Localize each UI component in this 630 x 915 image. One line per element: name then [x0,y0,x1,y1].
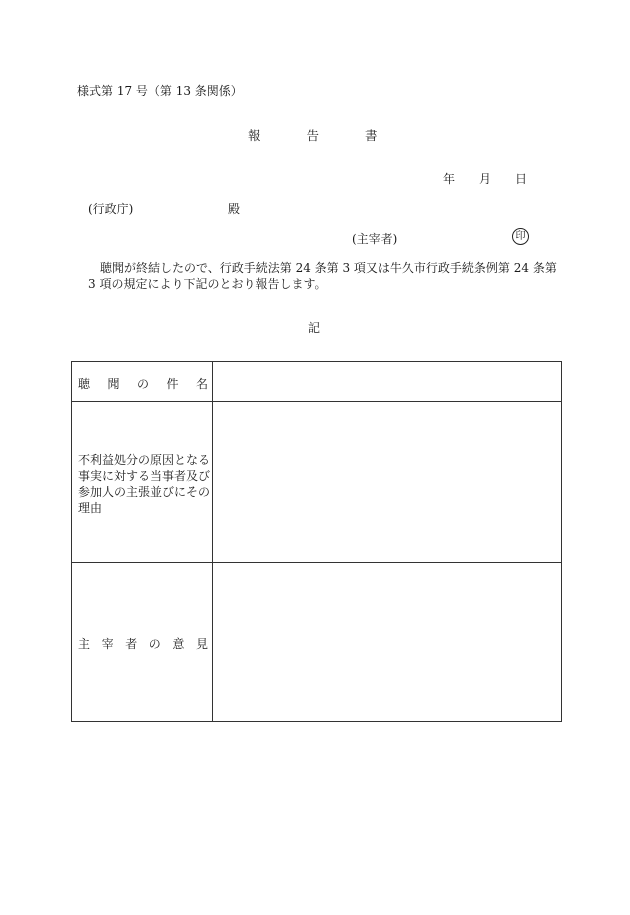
label-char: 聞 [107,377,120,391]
label-char: 宰 [101,637,114,651]
title-char: 報 [248,128,261,143]
title-char: 書 [365,128,378,143]
day-label: 日 [515,172,528,186]
label-line: 理由 [78,501,103,515]
seal-icon: 印 [512,228,529,245]
claims-value-cell[interactable] [213,402,561,562]
report-table [71,361,562,722]
form-number: 様式第 17 号（第 13 条関係） [77,84,243,98]
document-title [248,126,378,144]
label-char: 主 [78,637,91,651]
label-char: 見 [195,637,208,651]
opinion-value-cell[interactable] [213,563,561,721]
claims-label-cell [72,402,213,562]
label-char: 件 [166,377,179,391]
case-name-value-cell[interactable] [213,362,561,401]
claims-label [78,452,210,516]
year-label: 年 [443,172,456,186]
label-line: 参加人の主張並びにその [78,485,211,499]
table-row-claims [72,402,561,563]
opinion-label [78,635,208,652]
note-heading: 記 [308,321,321,335]
label-char: の [136,377,149,391]
title-char: 告 [306,128,320,143]
honorific-label: 殿 [228,202,241,216]
table-row-case-name [72,362,561,402]
label-char: 意 [172,637,185,651]
presider-label: (主宰者) [352,232,398,246]
case-name-label [78,375,208,392]
label-char: 聴 [78,377,91,391]
date-line [443,170,527,187]
label-char: の [148,637,161,651]
label-line: 不利益処分の原因となる [78,453,211,467]
label-char: 者 [125,637,138,651]
body-paragraph [88,260,562,292]
body-line: 聴聞が終結したので、行政手続法第 24 条第 3 項又は牛久市行政手続条例第 24 条第 [100,261,557,275]
table-row-opinion [72,563,561,721]
label-line: 事実に対する当事者及び [78,469,211,483]
case-name-label-cell [72,362,213,401]
body-line: 3 項の規定により下記のとおり報告します。 [88,277,327,291]
label-char: 名 [195,377,208,391]
opinion-label-cell [72,563,213,721]
addressee-label: (行政庁) [88,202,134,216]
month-label: 月 [479,172,492,186]
